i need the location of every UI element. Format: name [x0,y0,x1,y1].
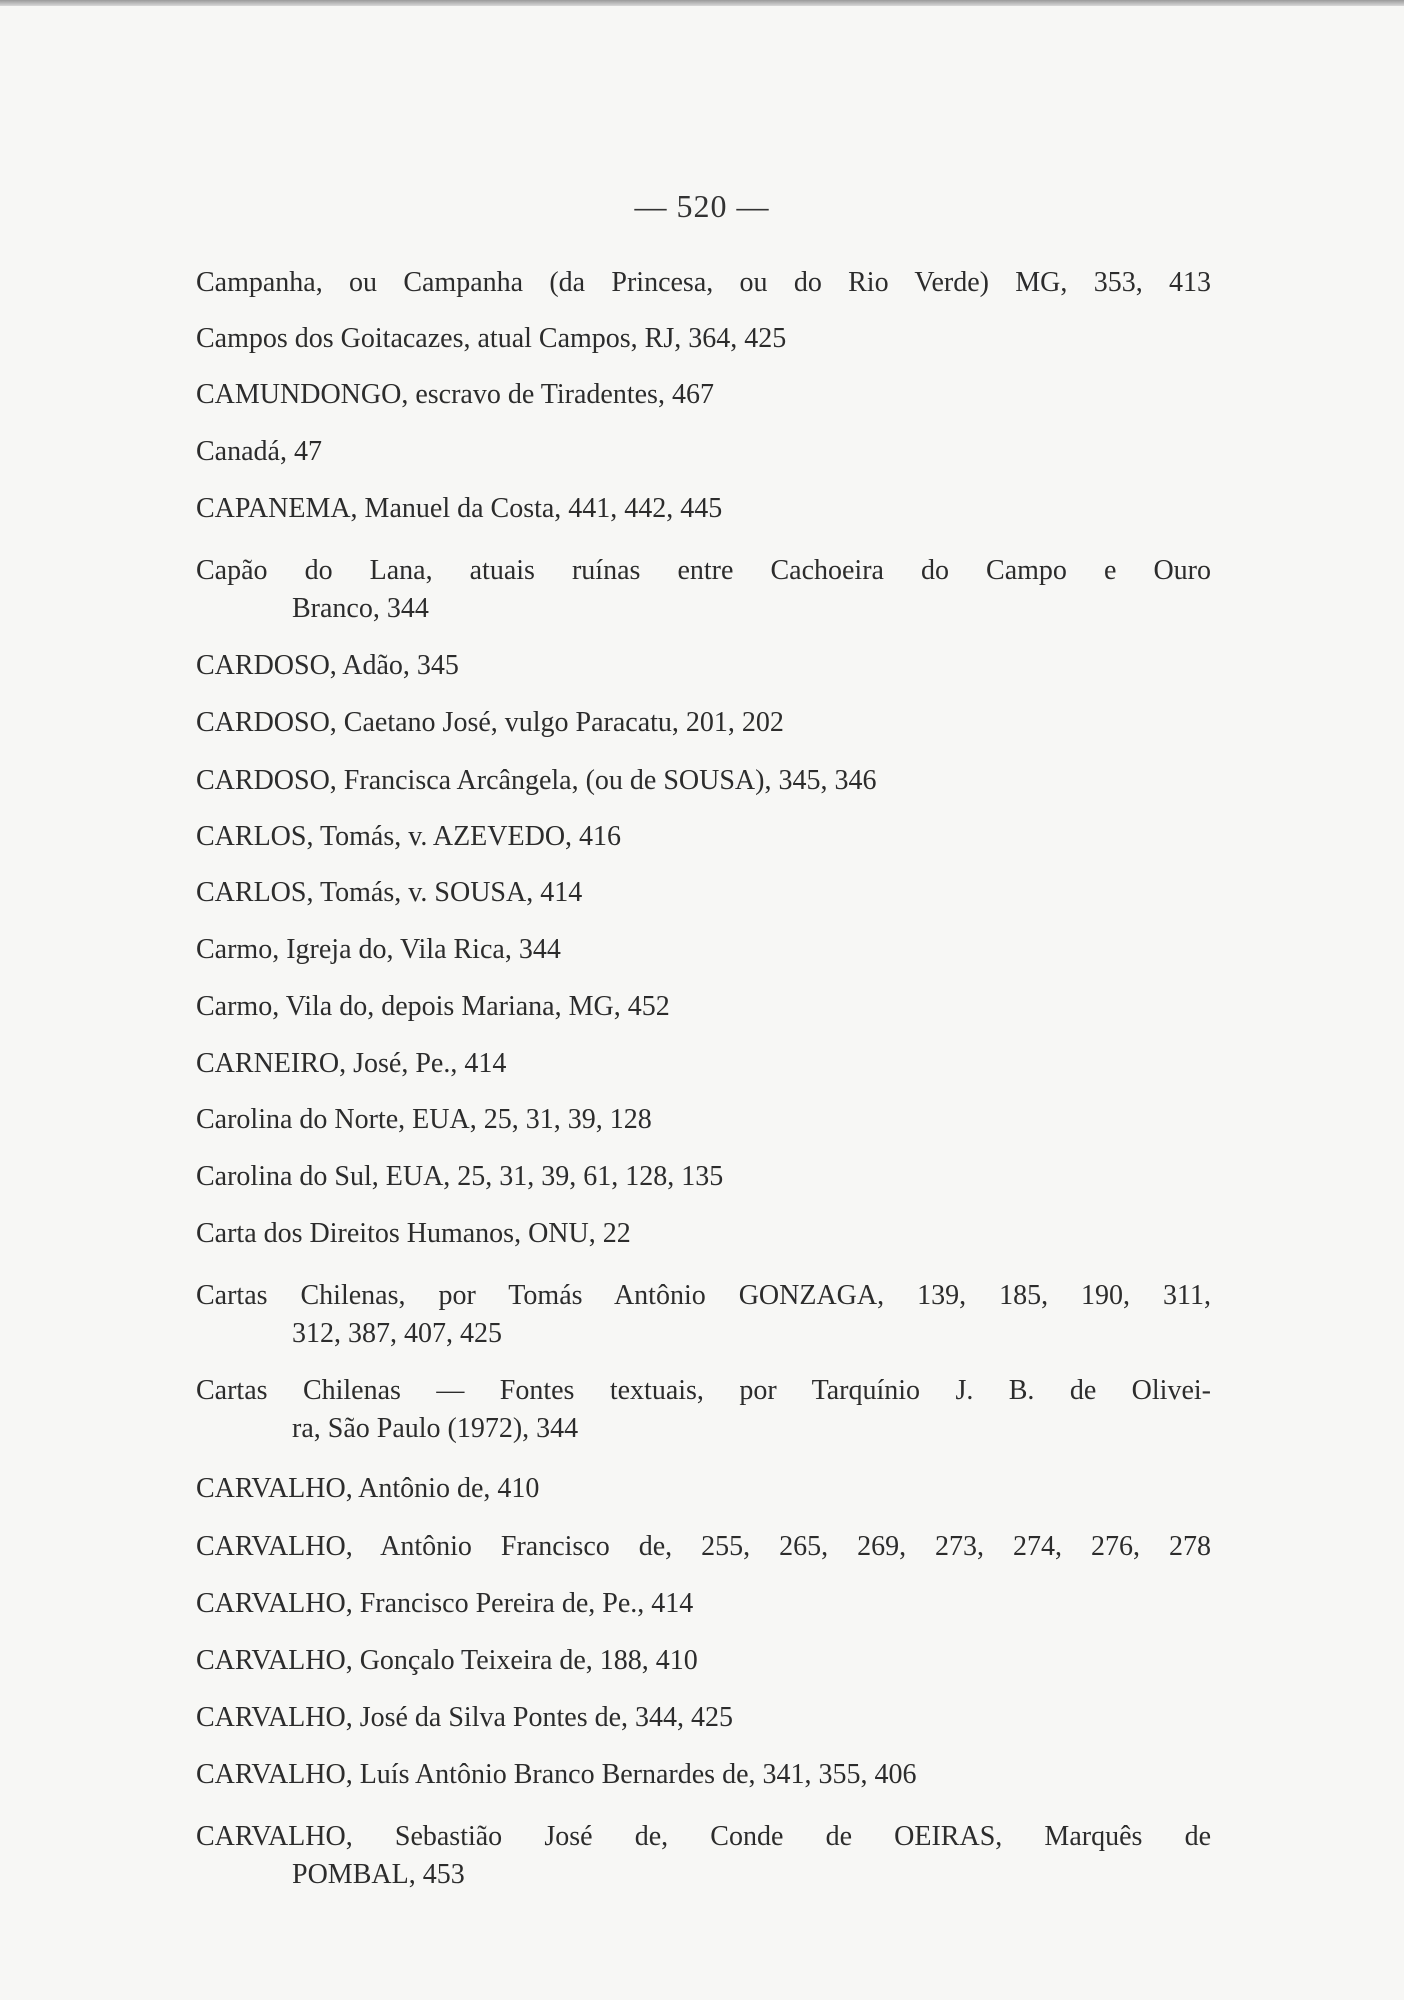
index-entry [196,552,1211,628]
entry-line: Carmo, Vila do, depois Mariana, MG, 452 [196,991,670,1022]
index-entry [196,1277,1211,1353]
index-entry [196,1528,1211,1566]
index-entry [196,1101,1211,1139]
entry-line: Capão do Lana, atuais ruínas entre Cachoeira do Campo e Ouro [196,555,1211,586]
entry-line-continuation: POMBAL, 453 [292,1859,465,1890]
index-entry [196,818,1211,856]
entry-line: Campos dos Goitacazes, atual Campos, RJ, 364, 425 [196,323,787,354]
index-entry [196,647,1211,685]
page-number: — 520 — [634,188,770,224]
index-entry [196,1756,1211,1794]
entry-line: CARVALHO, Francisco Pereira de, Pe., 414 [196,1588,694,1619]
entry-line: CARVALHO, Sebastião José de, Conde de OEIRAS, Marquês de [196,1821,1211,1852]
entry-line: Campanha, ou Campanha (da Princesa, ou do Rio Verde) MG, 353, 413 [196,267,1211,298]
entry-line: CARNEIRO, José, Pe., 414 [196,1048,507,1079]
entry-line: CARVALHO, Antônio de, 410 [196,1473,540,1504]
entry-line: CARDOSO, Caetano José, vulgo Paracatu, 201, 202 [196,707,784,738]
index-entry [196,1158,1211,1196]
entry-line-continuation: 312, 387, 407, 425 [292,1318,502,1349]
entry-line-continuation: Branco, 344 [292,593,429,624]
index-entry [196,490,1211,528]
index-entry [196,264,1211,302]
index-entry [196,1818,1211,1894]
entry-line: Canadá, 47 [196,436,322,467]
entry-line: CARLOS, Tomás, v. SOUSA, 414 [196,877,583,908]
entry-line: CARVALHO, Antônio Francisco de, 255, 265, 269, 273, 274, 276, 278 [196,1531,1211,1562]
entry-line: CARDOSO, Francisca Arcângela, (ou de SOUSA), 345, 346 [196,765,877,796]
index-entry [196,1372,1211,1448]
entry-line-continuation: ra, São Paulo (1972), 344 [292,1413,579,1444]
index-entry [196,376,1211,414]
index-entry [196,704,1211,742]
index-entry [196,320,1211,358]
entry-line: Carmo, Igreja do, Vila Rica, 344 [196,934,561,965]
index-entry [196,1045,1211,1083]
entry-line: Cartas Chilenas — Fontes textuais, por Tarquínio J. B. de Olivei- [196,1375,1211,1406]
entry-line: Carolina do Sul, EUA, 25, 31, 39, 61, 128, 135 [196,1161,724,1192]
index-entry [196,988,1211,1026]
index-entry [196,931,1211,969]
index-entry [196,1642,1211,1680]
index-entry [196,1585,1211,1623]
entry-line: CARVALHO, José da Silva Pontes de, 344, 425 [196,1702,734,1733]
entry-line: CARLOS, Tomás, v. AZEVEDO, 416 [196,821,622,852]
entry-line: Carolina do Norte, EUA, 25, 31, 39, 128 [196,1104,652,1135]
entry-line: CARVALHO, Luís Antônio Branco Bernardes de, 341, 355, 406 [196,1759,917,1790]
index-entry [196,1470,1211,1508]
entry-line: CAMUNDONGO, escravo de Tiradentes, 467 [196,379,714,410]
index-entry [196,874,1211,912]
index-entry [196,433,1211,471]
entry-line: CAPANEMA, Manuel da Costa, 441, 442, 445 [196,493,723,524]
entry-line: Cartas Chilenas, por Tomás Antônio GONZAGA, 139, 185, 190, 311, [196,1280,1211,1311]
index-entry [196,762,1211,800]
page-top-edge [0,0,1404,6]
entry-line: CARDOSO, Adão, 345 [196,650,459,681]
entry-line: Carta dos Direitos Humanos, ONU, 22 [196,1218,631,1249]
index-entry [196,1699,1211,1737]
entry-line: CARVALHO, Gonçalo Teixeira de, 188, 410 [196,1645,698,1676]
index-entry [196,1215,1211,1253]
